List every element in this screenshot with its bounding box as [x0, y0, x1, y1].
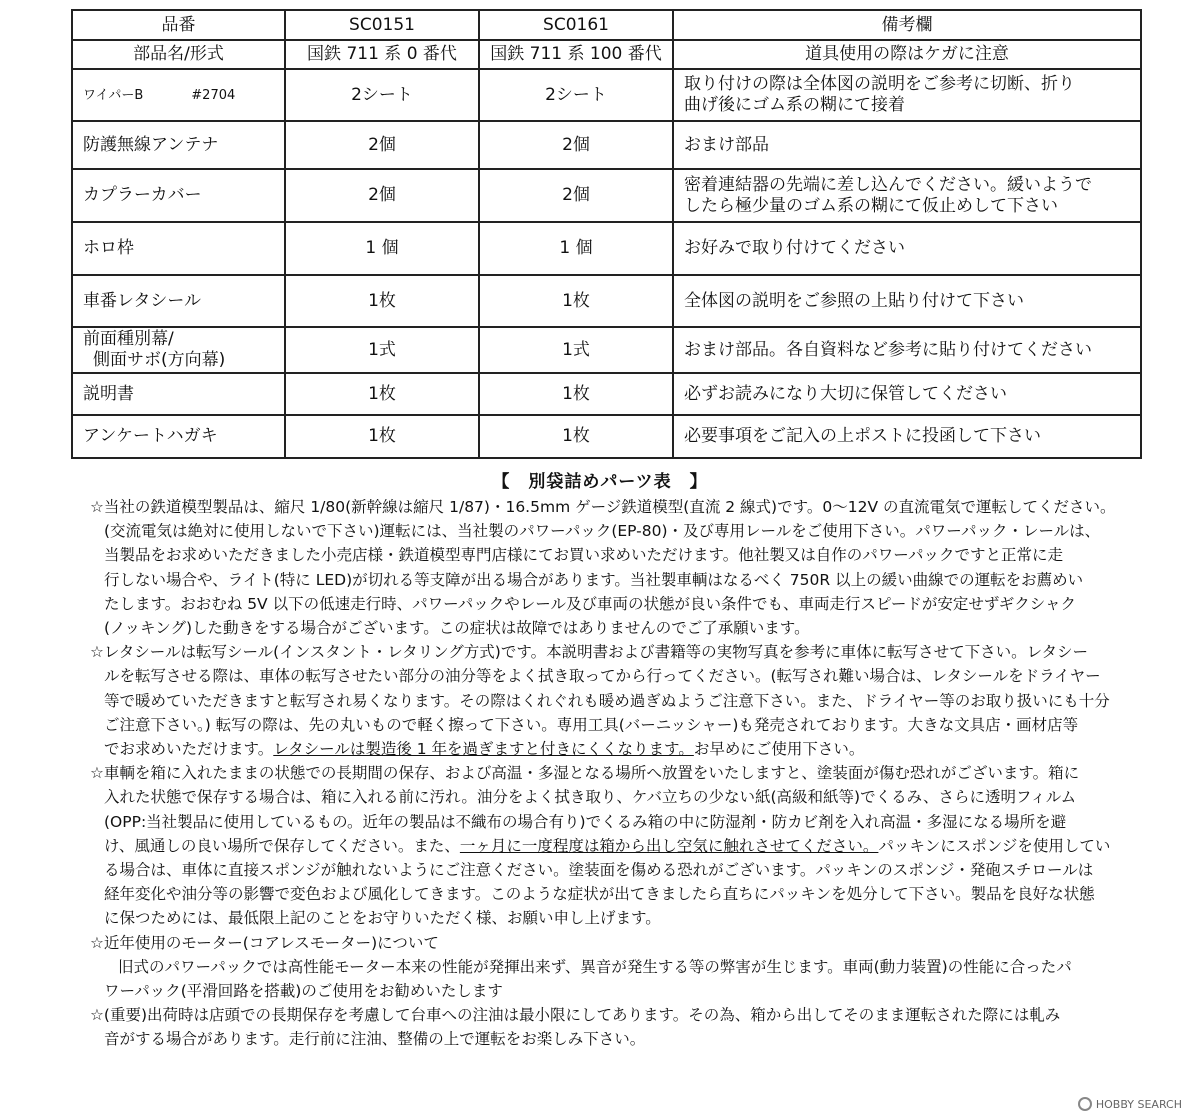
table-row — [72, 121, 1141, 169]
qty-cell: 1枚 — [479, 373, 673, 415]
part-name-cell: 防護無線アンテナ — [72, 121, 285, 169]
watermark-logo — [1078, 1097, 1182, 1111]
note-line: に保つためには、最低限上記のことをお守りいただく様、お願い申し上げます。 — [104, 909, 661, 928]
note-line: したら極少量のゴム系の糊にて仮止めして下さい — [684, 195, 1058, 216]
note-line — [90, 737, 1145, 761]
header-cell: 道具使用の際はケガに注意 — [673, 40, 1141, 69]
header-cell: 品番 — [72, 10, 285, 40]
notes-section — [90, 495, 1145, 1052]
qty-cell: 1 個 — [479, 222, 673, 275]
note-line: ルを転写させる際は、車体の転写させたい部分の油分等をよく拭き取ってから行ってください。(転写され難い場合は、レタシールをドライヤー — [104, 667, 1101, 686]
table-header-row — [72, 40, 1141, 69]
note-line: ご注意下さい。) 転写の際は、先の丸いもので軽く擦って下さい。専用工具(バーニッシャー)も発売されております。大きな文具店・画材店等 — [104, 715, 1079, 734]
note-text: お早めにご使用下さい。 — [693, 740, 865, 759]
qty-cell: 1式 — [285, 327, 479, 373]
header-cell: 部品名/形式 — [72, 40, 285, 69]
note-cell: お好みで取り付けてください — [673, 222, 1141, 275]
qty-cell: 2個 — [285, 169, 479, 222]
note-cell: 全体図の説明をご参照の上貼り付けて下さい — [673, 275, 1141, 327]
note-underlined: 一ヶ月に一度程度は箱から出し空気に触れさせてください。 — [459, 836, 879, 855]
header-cell: SC0161 — [479, 10, 673, 40]
note-line: る場合は、車体に直接スポンジが触れないようにご注意ください。塗装面を傷める恐れがございます。パッキンのスポンジ・発砲スチロールは — [104, 861, 1094, 880]
note-line: 等で暖めていただきますと転写され易くなります。その際はくれぐれも暖め過ぎぬようご注意下さい。また、ドライヤー等のお取り扱いにも十分 — [104, 691, 1110, 710]
part-name-cell: アンケートハガキ — [72, 415, 285, 458]
part-code: #2704 — [191, 88, 236, 103]
note-line: 経年変化や油分等の影響で変色および風化してきます。このような症状が出てきましたら直ちにパッキンを処分して下さい。製品を良好な状態 — [104, 885, 1095, 904]
part-name-cell: 車番レタシール — [72, 275, 285, 327]
part-name: 前面種別幕/ — [83, 329, 174, 349]
note-line: ワーパック(平滑回路を搭載)のご使用をお勧めいたします — [104, 982, 503, 1001]
part-name-cell — [72, 69, 285, 121]
note-line — [90, 834, 1145, 858]
qty-cell: 2個 — [479, 169, 673, 222]
table-row — [72, 222, 1141, 275]
note-cell: おまけ部品。各自資料など参考に貼り付けてください — [673, 327, 1141, 373]
watermark-text: HOBBY SEARCH — [1095, 1097, 1182, 1111]
note-line: (OPP:当社製品に使用しているもの。近年の製品は不織布の場合有り)でくるみ箱の中に防湿剤・防カビ剤を入れ高温・多湿になる場所を避 — [104, 812, 1067, 831]
table-row — [72, 69, 1141, 121]
note-cell — [673, 169, 1141, 222]
qty-cell: 2シート — [285, 69, 479, 121]
header-cell: 国鉄 711 系 0 番代 — [285, 40, 479, 69]
table-row — [72, 275, 1141, 327]
note-cell — [673, 69, 1141, 121]
note-line: ☆車輌を箱に入れたままの状態での長期間の保存、および高温・多湿となる場所へ放置をいたしますと、塗装面が傷む恐れがございます。箱に — [90, 764, 1080, 783]
watermark-icon — [1078, 1097, 1092, 1111]
note-line: 音がする場合があります。走行前に注油、整備の上で運転をお楽しみ下さい。 — [104, 1030, 646, 1049]
note-line: 入れた状態で保存する場合は、箱に入れる前に汚れ。油分をよく拭き取り、ケバ立ちの少ない紙(高級和紙等)でくるみ、さらに透明フィルム — [104, 788, 1077, 807]
qty-cell: 1枚 — [285, 275, 479, 327]
table-row — [72, 327, 1141, 373]
note-cell: 必要事項をご記入の上ポストに投函して下さい — [673, 415, 1141, 458]
part-name-cell — [72, 327, 285, 373]
table-row — [72, 415, 1141, 458]
note-line: ☆当社の鉄道模型製品は、縮尺 1/80(新幹線は縮尺 1/87)・16.5mm ゲージ鉄道模型(直流 2 線式)です。0～12V の直流電気で運転してください。 — [90, 498, 1116, 516]
note-line: (ノッキング)した動きをする場合がございます。この症状は故障ではありませんのでご了承願います。 — [104, 619, 810, 638]
part-name-cell: カプラーカバー — [72, 169, 285, 222]
qty-cell: 1 個 — [285, 222, 479, 275]
note-line: 取り付けの際は全体図の説明をご参考に切断、折り — [684, 74, 1075, 94]
part-name: 側面サボ(方向幕) — [93, 350, 226, 370]
note-line: たします。おおむね 5V 以下の低速走行時、パワーパックやレール及び車両の状態が良い条件でも、車両走行スピードが安定せずギクシャク — [104, 594, 1076, 613]
note-line: ☆レタシールは転写シール(インスタント・レタリング方式)です。本説明書および書籍等の実物写真を参考に車体に転写させて下さい。レタシー — [90, 643, 1088, 662]
note-line: 旧式のパワーパックでは高性能モーター本来の性能が発揮出来ず、異音が発生する等の弊害が生じます。車両(動力装置)の性能に合ったパ — [118, 957, 1072, 976]
note-line: ☆近年使用のモーター(コアレスモーター)について — [90, 933, 439, 952]
parts-table — [71, 9, 1142, 459]
qty-cell: 1式 — [479, 327, 673, 373]
qty-cell: 2個 — [285, 121, 479, 169]
note-underlined: レタシールは製造後 1 年を過ぎますと付きにくくなります。 — [273, 740, 694, 759]
part-name-cell: ホロ枠 — [72, 222, 285, 275]
table-row — [72, 169, 1141, 222]
qty-cell: 2個 — [479, 121, 673, 169]
part-name: ワイパーB — [83, 88, 144, 103]
header-cell: SC0151 — [285, 10, 479, 40]
qty-cell: 1枚 — [479, 415, 673, 458]
table-header-row — [72, 10, 1141, 40]
part-name-cell: 説明書 — [72, 373, 285, 415]
note-cell: おまけ部品 — [673, 121, 1141, 169]
note-line: (交流電気は絶対に使用しないで下さい)運転には、当社製のパワーパック(EP-80)・及び専用レールをご使用下さい。パワーパック・レールは、 — [104, 522, 1101, 541]
qty-cell: 1枚 — [479, 275, 673, 327]
note-line: 密着連結器の先端に差し込んでください。緩いようで — [684, 174, 1092, 195]
note-line: 曲げ後にゴム系の糊にて接着 — [684, 95, 905, 115]
header-cell: 備考欄 — [673, 10, 1141, 40]
note-line: ☆(重要)出荷時は店頭での長期保存を考慮して台車への注油は最小限にしてあります。その為、箱から出してそのまま運転された際には軋み — [90, 1006, 1061, 1025]
note-cell: 必ずお読みになり大切に保管してください — [673, 373, 1141, 415]
qty-cell: 2シート — [479, 69, 673, 121]
note-text: パッキンにスポンジを使用してい — [878, 836, 1111, 855]
note-line: 行しない場合や、ライト(特に LED)が切れる等支障が出る場合があります。当社製車輌はなるべく 750R 以上の緩い曲線での運転をお薦めい — [104, 570, 1084, 589]
table-row — [72, 373, 1141, 415]
note-text: でお求めいただけます。 — [104, 740, 274, 759]
qty-cell: 1枚 — [285, 373, 479, 415]
section-title: 【 別袋詰めパーツ表 】 — [492, 472, 708, 492]
note-text: け、風通しの良い場所で保存してください。また、 — [104, 836, 460, 855]
qty-cell: 1枚 — [285, 415, 479, 458]
note-line: 当製品をお求めいただきました小売店様・鉄道模型専門店様にてお買い求めいただけます。他社製又は自作のパワーパックですと正常に走 — [104, 546, 1063, 565]
header-cell: 国鉄 711 系 100 番代 — [479, 40, 673, 69]
